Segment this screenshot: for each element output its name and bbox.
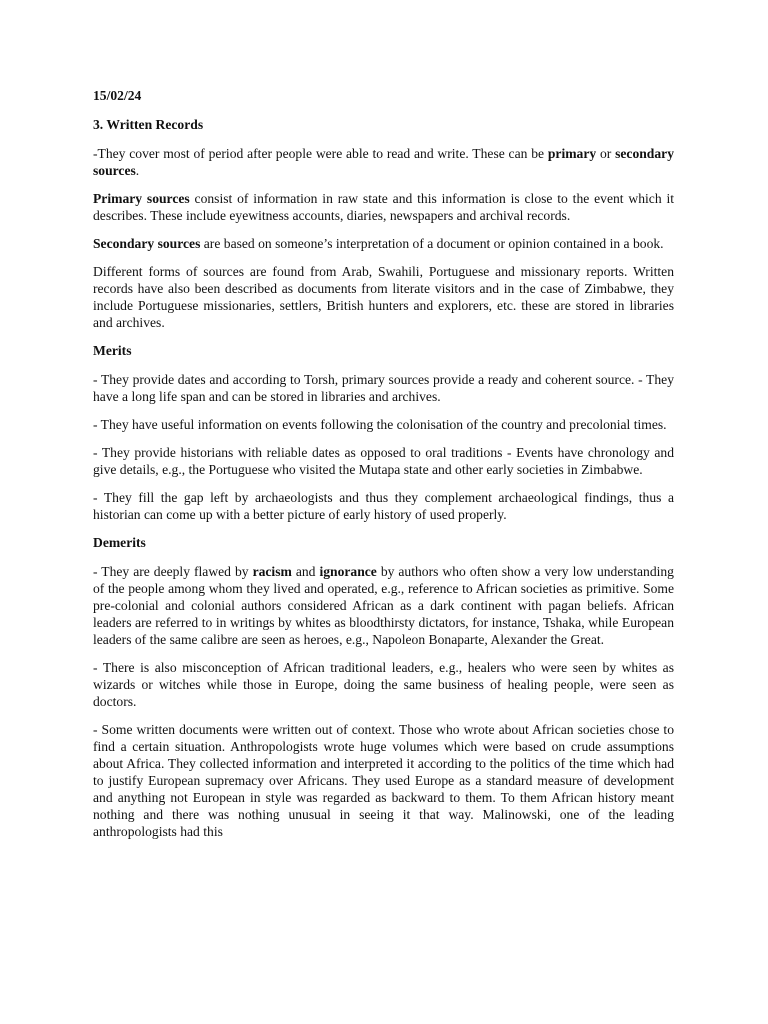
intro-bold-secondary: secondary sources [93, 146, 674, 178]
demerit-text-1: - They are deeply flawed by [93, 564, 253, 579]
secondary-sources-paragraph [93, 235, 674, 252]
secondary-sources-text: are based on someone’s interpretation of a document or opinion contained in a book. [200, 236, 664, 251]
intro-text-2: or [596, 146, 616, 161]
intro-paragraph [93, 145, 674, 179]
merit-item: - They have useful information on events following the colonisation of the country and precolonial times. [93, 417, 667, 432]
demerit-text-3: by authors who often show a very low understanding of the people among whom they lived and operated, e.g., reference to African societies as primitive. Some pre-colonial and colonial authors considered African as a dark continent with pagan beliefs. African leaders are referred to in writings by whites as bloodthirsty dictators, for instance, Tshaka, while European leaders of the same calibre are seen as heroes, e.g., Napoleon Bonaparte, Alexander the Great. [93, 564, 674, 647]
merit-item: - They fill the gap left by archaeologists and thus they complement archaeological findings, thus a historian can come up with a better picture of early history of used properly. [93, 490, 674, 522]
primary-sources-term: Primary sources [93, 191, 190, 206]
section-title: 3. Written Records [93, 117, 204, 132]
demerit-bold-racism: racism [252, 564, 292, 579]
demerit-text-2: and [291, 564, 320, 579]
primary-sources-text: consist of information in raw state and this information is close to the event which it describes. These include eyewitness accounts, diaries, newspapers and archival records. [93, 191, 674, 223]
date: 15/02/24 [93, 88, 142, 103]
merits-heading: Merits [93, 343, 132, 358]
forms-paragraph: Different forms of sources are found from Arab, Swahili, Portuguese and missionary reports. Written records have also been described as documents from literate visitors and in the case of Zimbabwe, they include Portuguese missionaries, settlers, British hunters and explorers, etc. these are stored in libraries and archives. [93, 264, 674, 330]
demerits-heading: Demerits [93, 535, 146, 550]
merit-item: - They provide dates and according to Torsh, primary sources provide a ready and coherent source. - They have a long life span and can be stored in libraries and archives. [93, 372, 674, 404]
demerit-item [93, 563, 674, 648]
demerit-bold-ignorance: ignorance [319, 564, 377, 579]
document-body [93, 87, 674, 851]
secondary-sources-term: Secondary sources [93, 236, 201, 251]
demerit-item: - There is also misconception of African traditional leaders, e.g., healers who were seen by whites as wizards or witches while those in Europe, doing the same business of healing people, were seen as doctors. [93, 660, 674, 709]
primary-sources-paragraph [93, 190, 674, 224]
intro-text-3: . [135, 163, 140, 178]
intro-text-1: -They cover most of period after people were able to read and write. These can be [93, 146, 548, 161]
demerit-item: - Some written documents were written out of context. Those who wrote about African societies chose to find a certain situation. Anthropologists wrote huge volumes which were based on crude assumptions about Africa. They collected information and interpreted it according to the politics of the time which had to justify European supremacy over Africans. They used Europe as a standard measure of development and anything not European in style was regarded as backward to them. To them African history meant nothing and there was nothing unusual in seeing it that way. Malinowski, one of the leading anthropologists had this [93, 722, 674, 839]
intro-bold-primary: primary [547, 146, 597, 161]
merit-item: - They provide historians with reliable dates as opposed to oral traditions - Events have chronology and give details, e.g., the Portuguese who visited the Mutapa state and other early societies in Zimbabwe. [93, 445, 674, 477]
